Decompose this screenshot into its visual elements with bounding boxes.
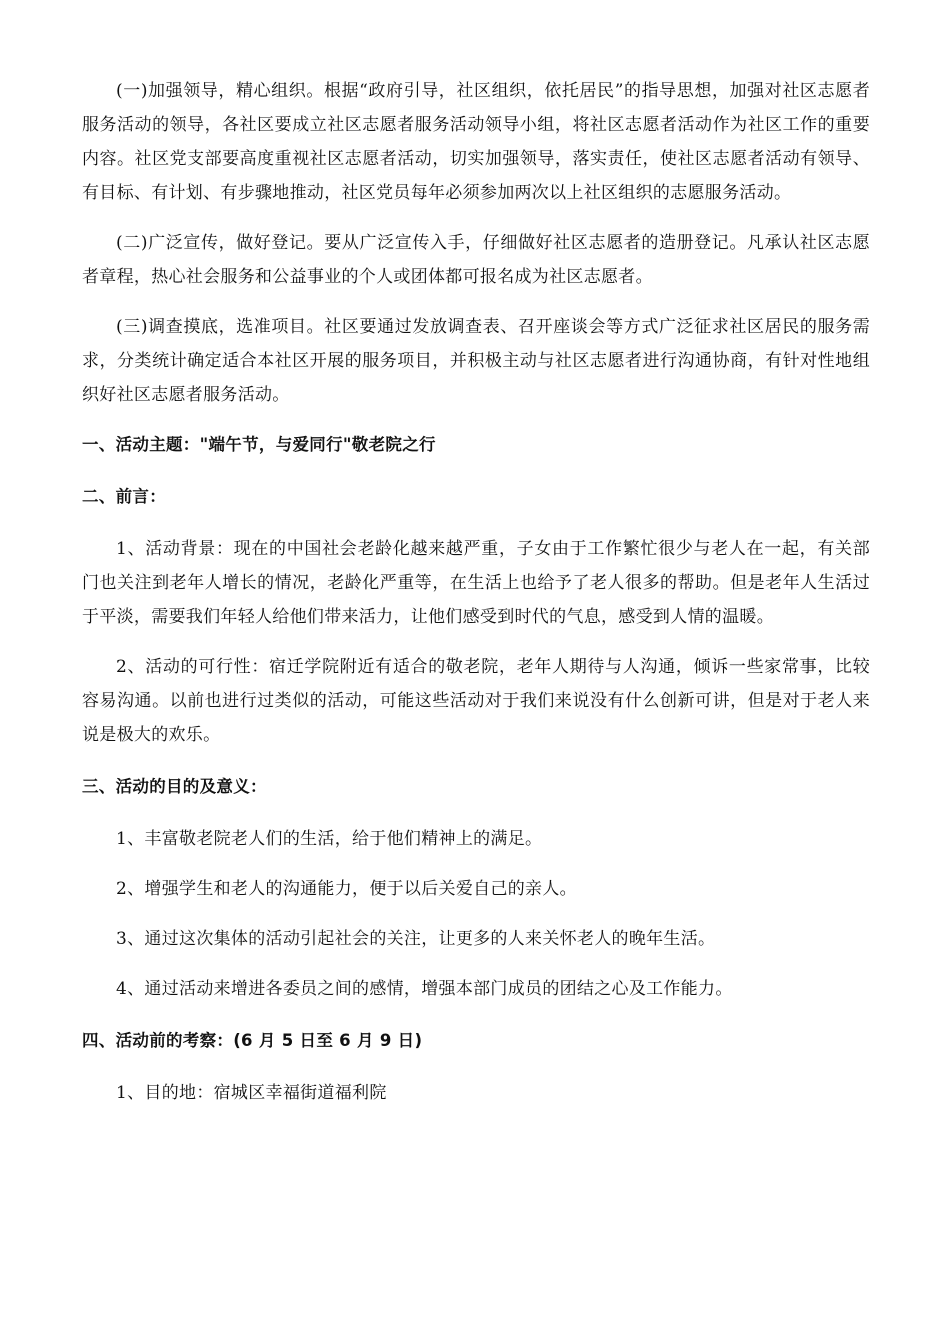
section-heading-theme: 一、活动主题："端午节，与爱同行"敬老院之行	[82, 435, 436, 454]
list-item-destination: 1、目的地：宿城区幸福街道福利院	[116, 1083, 387, 1103]
list-item-purpose-3: 3、通过这次集体的活动引起社会的关注，让更多的人来关怀老人的晚年生活。	[116, 929, 716, 949]
section-heading-preface: 二、前言：	[82, 487, 166, 506]
paragraph-background: 1、活动背景：现在的中国社会老龄化越来越严重，子女由于工作繁忙很少与老人在一起，有关部门也关注到老年人增长的情况，老龄化严重等，在生活上也给予了老人很多的帮助。但是老年人生活过于平淡，需要我们年轻人给他们带来活力，让他们感受到时代的气息，感受到人情的温暖。	[82, 539, 870, 627]
section-heading-inspection: 四、活动前的考察：(6 月 5 日至 6 月 9 日)	[82, 1031, 423, 1050]
paragraph-feasibility: 2、活动的可行性：宿迁学院附近有适合的敬老院，老年人期待与人沟通，倾诉一些家常事，比较容易沟通。以前也进行过类似的活动，可能这些活动对于我们来说没有什么创新可讲，但是对于老人来说是极大的欢乐。	[82, 657, 870, 745]
paragraph-leadership: (一)加强领导，精心组织。根据“政府引导，社区组织，依托居民”的指导思想，加强对社区志愿者服务活动的领导，各社区要成立社区志愿者服务活动领导小组，将社区志愿者活动作为社区工作的重要内容。社区党支部要高度重视社区志愿者活动，切实加强领导，落实责任，使社区志愿者活动有领导、有目标、有计划、有步骤地推动，社区党员每年必须参加两次以上社区组织的志愿服务活动。	[82, 81, 870, 203]
paragraph-publicity: (二)广泛宣传，做好登记。要从广泛宣传入手，仔细做好社区志愿者的造册登记。凡承认社区志愿者章程，热心社会服务和公益事业的个人或团体都可报名成为社区志愿者。	[82, 233, 870, 287]
document-page	[82, 74, 870, 1110]
list-item-purpose-1: 1、丰富敬老院老人们的生活，给于他们精神上的满足。	[116, 829, 543, 849]
paragraph-survey: (三)调查摸底，选准项目。社区要通过发放调查表、召开座谈会等方式广泛征求社区居民的服务需求，分类统计确定适合本社区开展的服务项目，并积极主动与社区志愿者进行沟通协商，有针对性地组织好社区志愿者服务活动。	[82, 317, 870, 405]
list-item-purpose-2: 2、增强学生和老人的沟通能力，便于以后关爱自己的亲人。	[116, 879, 577, 899]
section-heading-purpose: 三、活动的目的及意义：	[82, 777, 267, 796]
list-item-purpose-4: 4、通过活动来增进各委员之间的感情，增强本部门成员的团结之心及工作能力。	[116, 979, 733, 999]
